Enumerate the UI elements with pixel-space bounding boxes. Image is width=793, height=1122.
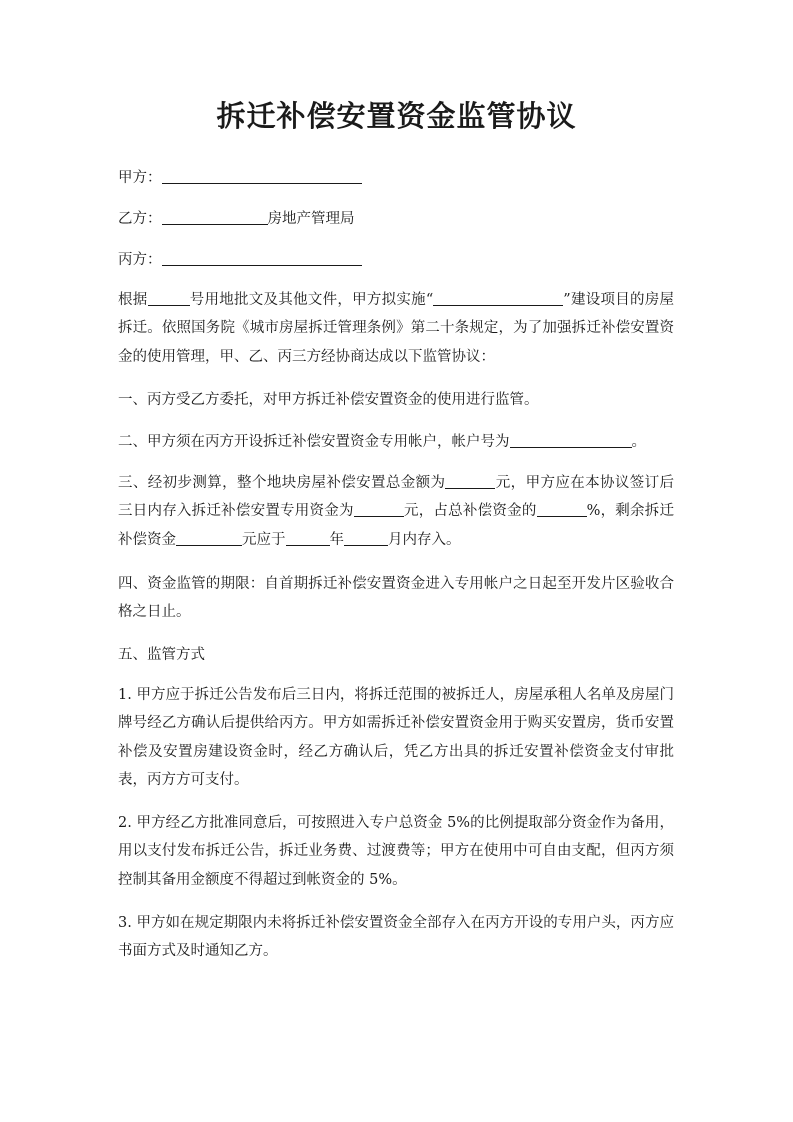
party-a-blank[interactable] [162, 167, 362, 184]
party-b-suffix: 房地产管理局 [267, 211, 355, 227]
clause-5-heading: 五、监管方式 [118, 647, 205, 663]
party-b-label: 乙方： [118, 211, 162, 227]
supervision-item-1: 1. 甲方应于拆迁公告发布后三日内，将拆迁范围的被拆迁人，房屋承租人名单及房屋门牌号经乙方确认后提供给丙方。甲方如需拆迁补偿安置资金用于购买安置房，货币安置补偿及安置房建设资金时，经乙方确认后，凭乙方出具的拆迁安置补偿资金支付审批表，丙方方可支付。 [118, 687, 674, 789]
intro-text-2: 号用地批文及其他文件，甲方拟实施“ [189, 292, 434, 308]
supervision-item-3: 3. 甲方如在规定期限内未将拆迁补偿安置资金全部存入在丙方开设的专用户头，丙方应书面方式及时通知乙方。 [118, 915, 674, 960]
intro-text-3: ”建设项目的房屋拆迁。依照国务院《城市房屋拆迁管理条例》第二十条规定，为了加强拆迁补偿安置资金的使用管理，甲、乙、丙三方经协商达成以下监管协议： [118, 292, 674, 365]
party-b-blank[interactable] [162, 208, 268, 225]
total-amount-blank[interactable] [445, 472, 495, 489]
clause-2-text-1: 二、甲方须在丙方开设拆迁补偿安置资金专用帐户，帐户号为 [118, 434, 510, 450]
percentage-blank[interactable] [537, 500, 587, 517]
clause-3-text-6: 年 [329, 531, 344, 548]
party-b-line [118, 205, 674, 233]
project-name-blank[interactable] [433, 289, 563, 306]
supervision-item-2: 2. 甲方经乙方批准同意后，可按照进入专户总资金 5%的比例提取部分资金作为备用，用以支付发布拆迁公告，拆迁业务费、过渡费等；甲方在使用中可自由支配，但丙方须控制其备用金额度不得超过到帐资金的 5%。 [118, 815, 674, 888]
document-title: 拆迁补偿安置资金监管协议 [216, 99, 577, 133]
clause-1: 一、丙方受乙方委托，对甲方拆迁补偿安置资金的使用进行监管。 [118, 392, 539, 408]
party-c-line [118, 246, 674, 274]
account-number-blank[interactable] [510, 431, 632, 448]
clause-3 [118, 469, 674, 554]
party-a-label: 甲方： [118, 170, 162, 186]
clause-3-text-7: 月内存入。 [388, 531, 461, 548]
clause-3-text-4: %，剩余拆迁补偿资金 [118, 503, 675, 548]
clause-3-text-2: 元，甲方应在本协议签订后三日内存入拆迁补偿安置专用资金为 [118, 475, 675, 520]
clause-3-text-5: 元应于 [242, 531, 286, 548]
intro-text-1: 根据 [118, 292, 148, 308]
party-c-label: 丙方： [118, 252, 162, 268]
year-blank[interactable] [286, 529, 330, 546]
intro-paragraph [118, 286, 674, 371]
month-blank[interactable] [344, 529, 388, 546]
initial-deposit-blank[interactable] [354, 500, 404, 517]
clause-3-text-3: 元，占总补偿资金的 [403, 503, 537, 520]
clause-4: 四、资金监管的期限：自首期拆迁补偿安置资金进入专用帐户之日起至开发片区验收合格之日止。 [118, 576, 674, 621]
remaining-amount-blank[interactable] [176, 529, 242, 546]
clause-2-text-2: 。 [631, 434, 646, 450]
clause-3-text-1: 三、经初步测算，整个地块房屋补偿安置总金额为 [118, 475, 446, 491]
clause-2 [118, 428, 674, 456]
party-a-line [118, 164, 674, 192]
party-c-blank[interactable] [162, 249, 362, 266]
approval-number-blank[interactable] [148, 289, 190, 306]
